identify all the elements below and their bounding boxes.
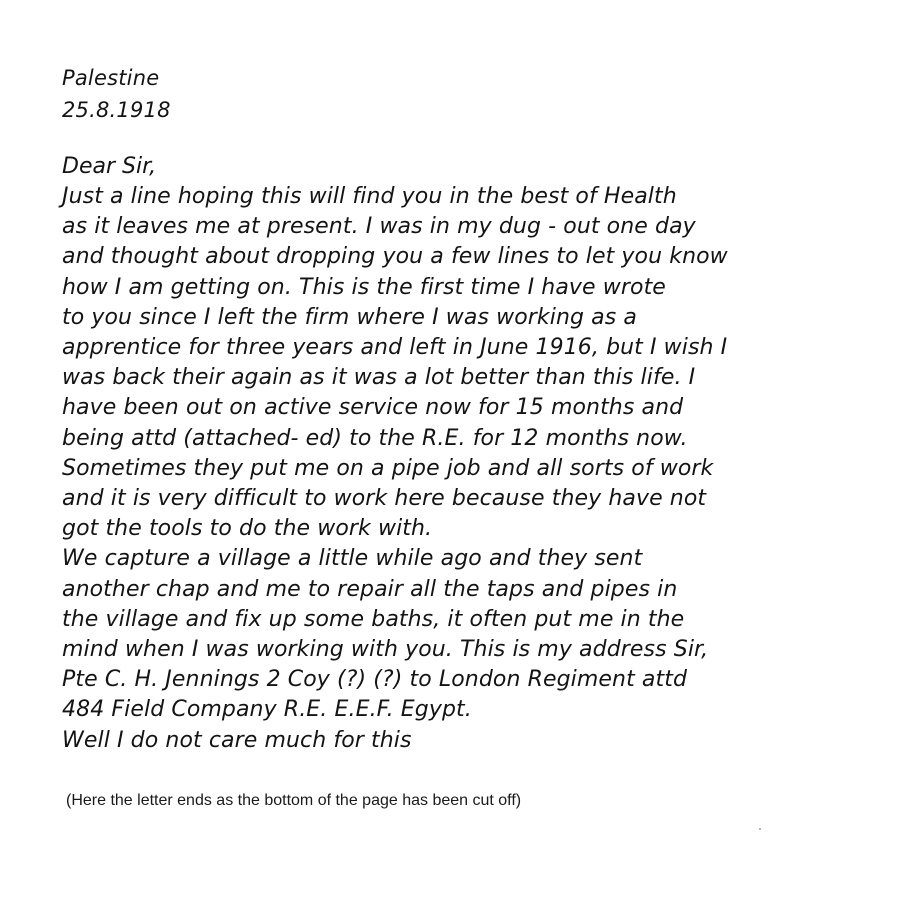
letter-line: We capture a village a little while ago and they sent <box>62 546 643 572</box>
letter-line: being attd (attached- ed) to the R.E. for 12 months now. <box>62 425 688 451</box>
letter-line: apprentice for three years and left in June 1916, but I wish I <box>62 335 728 361</box>
letter-line: Pte C. H. Jennings 2 Coy (?) (?) to London Regiment attd <box>62 667 688 693</box>
letter-line: Just a line hoping this will find you in the best of Health <box>62 184 677 209</box>
letter-line: was back their again as it was a lot better than this life. I <box>62 365 696 391</box>
letter-date: 25.8.1918 <box>62 98 171 122</box>
letter-line: Well I do not care much for this <box>62 727 412 753</box>
letter-line: and thought about dropping you a few lines to let you know <box>62 244 728 270</box>
letter-line: got the tools to do the work with. <box>62 516 433 542</box>
letter-line: the village and fix up some baths, it often put me in the <box>62 606 685 632</box>
letter-line: have been out on active service now for 15 months and <box>62 395 684 421</box>
letter-line: another chap and me to repair all the taps and pipes in <box>62 576 678 602</box>
letter-line: Sometimes they put me on a pipe job and all sorts of work <box>62 455 714 481</box>
letter-line: to you since I left the firm where I was working as a <box>62 304 637 330</box>
letter-line: 484 Field Company R.E. E.E.F. Egypt. <box>62 697 472 723</box>
scan-speck <box>759 828 761 830</box>
letter-line: how I am getting on. This is the first time I have wrote <box>62 274 666 300</box>
letter-line: as it leaves me at present. I was in my dug - out one day <box>62 214 696 240</box>
letter-greeting: Dear Sir, <box>62 154 157 179</box>
letter-place: Palestine <box>62 66 160 90</box>
letter-line: and it is very difficult to work here because they have not <box>62 486 707 512</box>
letter-line: mind when I was working with you. This is my address Sir, <box>62 637 709 663</box>
letter-text <box>62 62 892 756</box>
editor-footnote: (Here the letter ends as the bottom of the page has been cut off) <box>66 792 522 809</box>
